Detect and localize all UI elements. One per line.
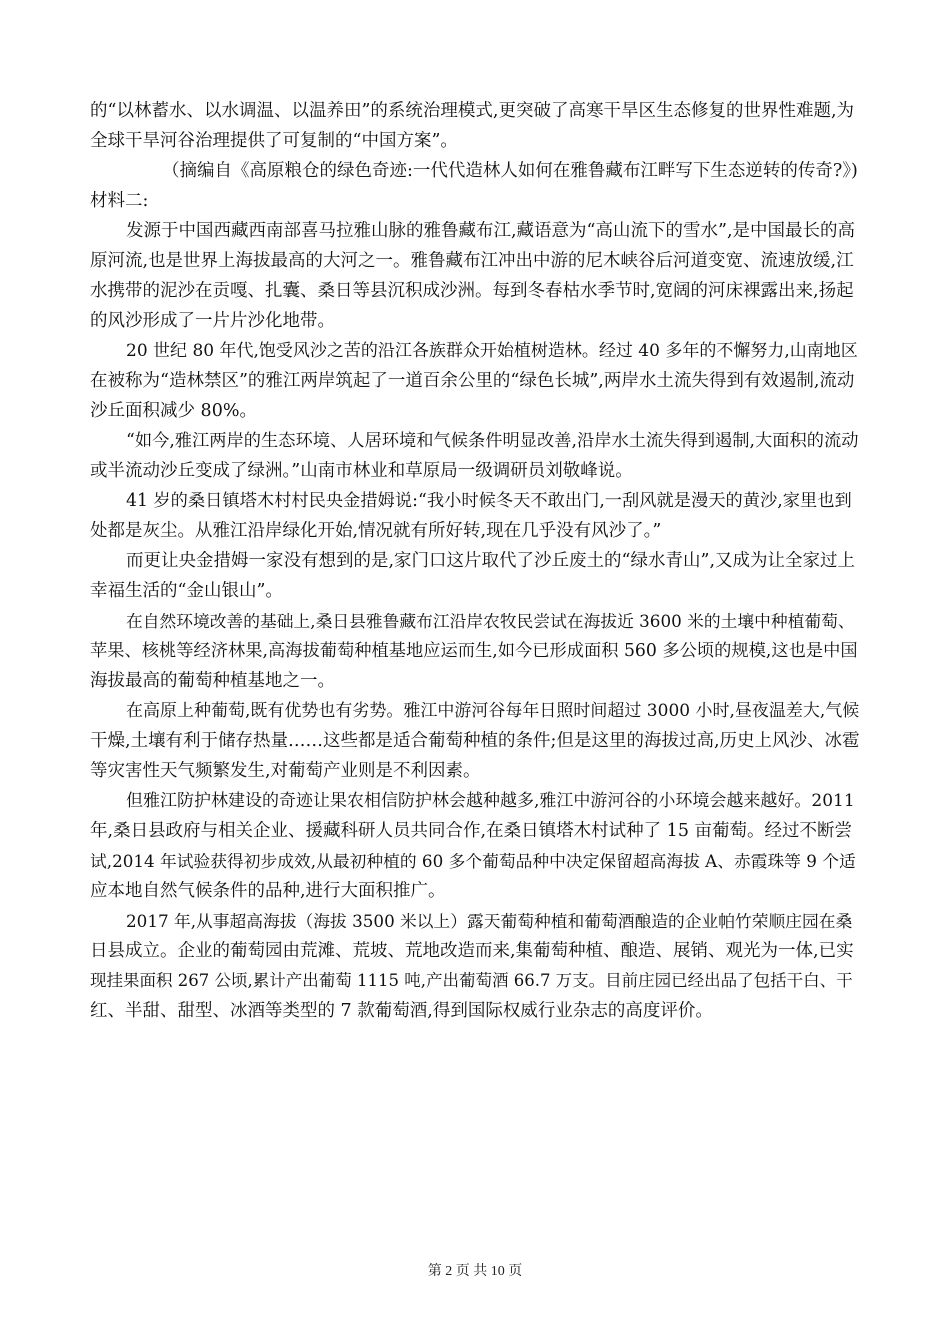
text-line: 干燥,土壤有利于储存热量……这些都是适合葡萄种植的条件;但是这里的海拔过高,历史上风沙、冰雹 bbox=[90, 731, 860, 751]
text-line: 幸福生活的“金山银山”。 bbox=[90, 581, 283, 601]
text-line: 试,2014 年试验获得初步成效,从最初种植的 60 多个葡萄品种中决定保留超高海拔 A、赤霞珠等 9 个适 bbox=[90, 851, 856, 871]
text-line: 41 岁的桑日镇塔木村村民央金措姆说:“我小时候冬天不敢出门,一刮风就是漫天的黄沙,家里也到 bbox=[126, 491, 852, 511]
text-line: 全球干旱河谷治理提供了可复制的“中国方案”。 bbox=[90, 131, 458, 151]
text-line: 海拔最高的葡萄种植基地之一。 bbox=[90, 671, 335, 691]
text-line: 水携带的泥沙在贡嘎、扎囊、桑日等县沉积成沙洲。每到冬春枯水季节时,宽阔的河床裸露出来,扬起 bbox=[90, 281, 854, 301]
text-line: 原河流,也是世界上海拔最高的大河之一。雅鲁藏布江冲出中游的尼木峡谷后河道变宽、流速放缓,江 bbox=[90, 251, 854, 271]
text-line: 在自然环境改善的基础上,桑日县雅鲁藏布江沿岸农牧民尝试在海拔近 3600 米的土壤中种植葡萄、 bbox=[126, 611, 855, 631]
text-line: “如今,雅江两岸的生态环境、人居环境和气候条件明显改善,沿岸水土流失得到遏制,大面积的流动 bbox=[126, 431, 859, 451]
text-line: 在被称为“造林禁区”的雅江两岸筑起了一道百余公里的“绿色长城”,两岸水土流失得到有效遏制,流动 bbox=[90, 371, 855, 391]
text-line: 沙丘面积减少 80%。 bbox=[90, 401, 257, 421]
text-line: 应本地自然气候条件的品种,进行大面积推广。 bbox=[90, 881, 446, 901]
text-line: 年,桑日县政府与相关企业、援藏科研人员共同合作,在桑日镇塔木村试种了 15 亩葡萄。经过不断尝 bbox=[90, 821, 853, 841]
text-line: 2017 年,从事超高海拔（海拔 3500 米以上）露天葡萄种植和葡萄酒酿造的企业帕竹荣顺庄园在桑 bbox=[126, 911, 853, 931]
text-line: 等灾害性天气频繁发生,对葡萄产业则是不利因素。 bbox=[90, 761, 481, 781]
text-line: 而更让央金措姆一家没有想到的是,家门口这片取代了沙丘废土的“绿水青山”,又成为让全家过上 bbox=[126, 551, 856, 571]
text-line: 材料二: bbox=[90, 191, 149, 211]
text-line: 苹果、核桃等经济林果,高海拔葡萄种植基地应运而生,如今已形成面积 560 多公顷的规模,这也是中国 bbox=[90, 641, 858, 661]
text-line: 20 世纪 80 年代,饱受风沙之苦的沿江各族群众开始植树造林。经过 40 多年的不懈努力,山南地区 bbox=[126, 341, 858, 361]
text-line: 的风沙形成了一片片沙化地带。 bbox=[90, 311, 335, 331]
text-line: 红、半甜、甜型、冰酒等类型的 7 款葡萄酒,得到国际权威行业杂志的高度评价。 bbox=[90, 1001, 713, 1021]
text-line: 日县成立。企业的葡萄园由荒滩、荒坡、荒地改造而来,集葡萄种植、酿造、展销、观光为一体,已实 bbox=[90, 941, 854, 961]
text-line: 现挂果面积 267 公顷,累计产出葡萄 1115 吨,产出葡萄酒 66.7 万支。目前庄园已经出品了包括干白、干 bbox=[90, 971, 853, 990]
text-line: 或半流动沙丘变成了绿洲。”山南市林业和草原局一级调研员刘敬峰说。 bbox=[90, 461, 633, 481]
document-body bbox=[90, 96, 860, 1026]
text-line: 但雅江防护林建设的奇迹让果农相信防护林会越种越多,雅江中游河谷的小环境会越来越好。2011 bbox=[126, 791, 855, 811]
text-line: 发源于中国西藏西南部喜马拉雅山脉的雅鲁藏布江,藏语意为“高山流下的雪水”,是中国最长的高 bbox=[126, 221, 856, 241]
text-line: 处都是灰尘。从雅江沿岸绿化开始,情况就有所好转,现在几乎没有风沙了。” bbox=[90, 521, 662, 541]
source-citation: （摘编自《高原粮仓的绿色奇迹:一代代造林人如何在雅鲁藏布江畔写下生态逆转的传奇?》) bbox=[162, 161, 858, 181]
text-line: 的“以林蓄水、以水调温、以温养田”的系统治理模式,更突破了高寒干旱区生态修复的世界性难题,为 bbox=[90, 101, 855, 121]
text-line: 在高原上种葡萄,既有优势也有劣势。雅江中游河谷每年日照时间超过 3000 小时,昼夜温差大,气候 bbox=[126, 701, 860, 721]
page-footer: 第 2 页 共 10 页 bbox=[427, 1264, 523, 1279]
